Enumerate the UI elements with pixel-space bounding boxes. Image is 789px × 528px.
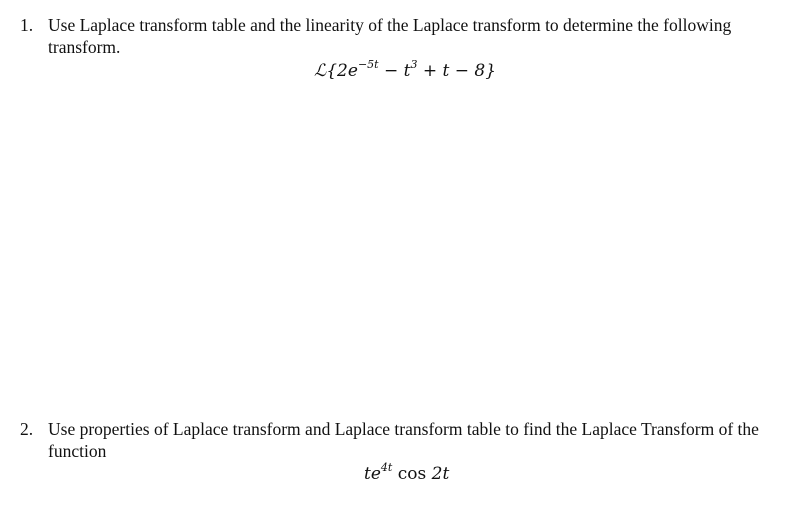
formula-1-exponent-2: 3 — [410, 58, 418, 71]
problem-2-formula — [364, 461, 450, 484]
problem-1-formula — [314, 58, 497, 81]
formula-1-mid: − t — [378, 61, 411, 81]
formula-1-prefix: ℒ{2e — [314, 61, 358, 81]
problem-2-text: Use properties of Laplace transform and Laplace transform table to find the Laplace Transform of the function — [48, 419, 759, 461]
problem-1 — [20, 14, 780, 81]
formula-1-suffix: + t − 8} — [417, 61, 497, 81]
problem-1-text: Use Laplace transform table and the linearity of the Laplace transform to determine the following transform. — [48, 15, 732, 57]
formula-2-suffix: 2t — [431, 464, 450, 484]
formula-2-prefix: te — [364, 464, 381, 484]
problem-2-number: 2. — [20, 419, 34, 439]
formula-1-exponent: −5t — [357, 58, 379, 71]
problem-2-statement — [20, 418, 780, 462]
problem-1-statement — [20, 14, 780, 58]
problem-1-number: 1. — [20, 15, 34, 35]
formula-2-func: cos — [392, 464, 432, 484]
formula-2-exponent: 4t — [380, 461, 393, 474]
problem-2 — [20, 418, 780, 484]
